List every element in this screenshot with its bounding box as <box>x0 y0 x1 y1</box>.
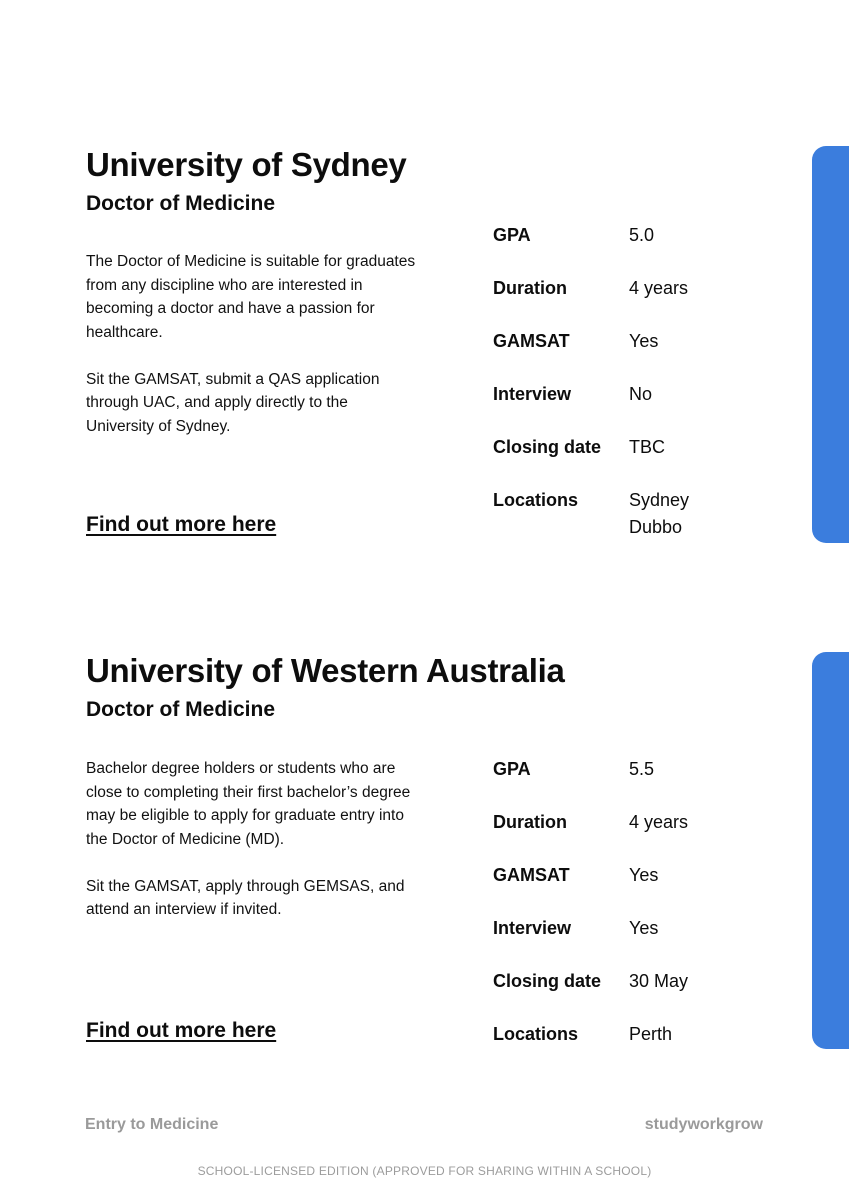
fact-label: Locations <box>493 1024 579 1044</box>
fact-label: Duration <box>493 812 567 832</box>
side-tab-uwa <box>812 652 849 1049</box>
fact-label: Locations <box>493 490 579 510</box>
fact-value: Yes <box>629 865 659 885</box>
footer-guide-title: Entry to Medicine <box>85 1116 219 1133</box>
fact-label: GPA <box>493 225 531 245</box>
fact-value: Yes <box>629 918 659 938</box>
fact-label: Duration <box>493 278 567 298</box>
fact-value: Perth <box>629 1024 673 1044</box>
description <box>86 250 416 462</box>
fact-value: 5.0 <box>629 225 655 245</box>
fact-label: Closing date <box>493 971 602 991</box>
fact-value: No <box>629 384 653 404</box>
fact-value: 4 years <box>629 812 689 832</box>
fact-label: GPA <box>493 759 531 779</box>
fact-value: Yes <box>629 331 659 351</box>
find-out-more-link[interactable]: Find out more here <box>86 513 277 536</box>
find-out-more-link[interactable]: Find out more here <box>86 1019 277 1042</box>
description <box>86 757 416 945</box>
description-paragraph: Sit the GAMSAT, apply through GEMSAS, and attend an interview if invited. <box>86 877 405 918</box>
description-paragraph: Bachelor degree holders or students who are close to completing their first bachelor’s degree may be eligible to apply for graduate entry into the Doctor of Medicine (MD). <box>86 760 411 848</box>
degree-subtitle: Doctor of Medicine <box>86 192 276 215</box>
edition-notice: SCHOOL-LICENSED EDITION (APPROVED FOR SHARING WITHIN A SCHOOL) <box>197 1164 652 1178</box>
fact-value: TBC <box>629 437 665 457</box>
degree-subtitle: Doctor of Medicine <box>86 698 276 721</box>
fact-value: 5.5 <box>629 759 655 779</box>
fact-value: 4 years <box>629 278 689 298</box>
description-paragraph: Sit the GAMSAT, submit a QAS application through UAC, and apply directly to the University of Sydney. <box>86 370 380 435</box>
fact-label: Interview <box>493 384 572 404</box>
fact-label: GAMSAT <box>493 865 570 885</box>
university-title: University of Western Australia <box>86 652 565 689</box>
description-paragraph: The Doctor of Medicine is suitable for graduates from any discipline who are interested in becoming a doctor and have a passion for healthcare. <box>86 253 416 341</box>
fact-value: Sydney Dubbo <box>629 490 690 537</box>
fact-label: Closing date <box>493 437 602 457</box>
university-title: University of Sydney <box>86 146 407 183</box>
fact-value: 30 May <box>629 971 689 991</box>
fact-label: Interview <box>493 918 572 938</box>
fact-label: GAMSAT <box>493 331 570 351</box>
side-tab-sydney <box>812 146 849 543</box>
footer-brand: studyworkgrow <box>644 1116 763 1133</box>
